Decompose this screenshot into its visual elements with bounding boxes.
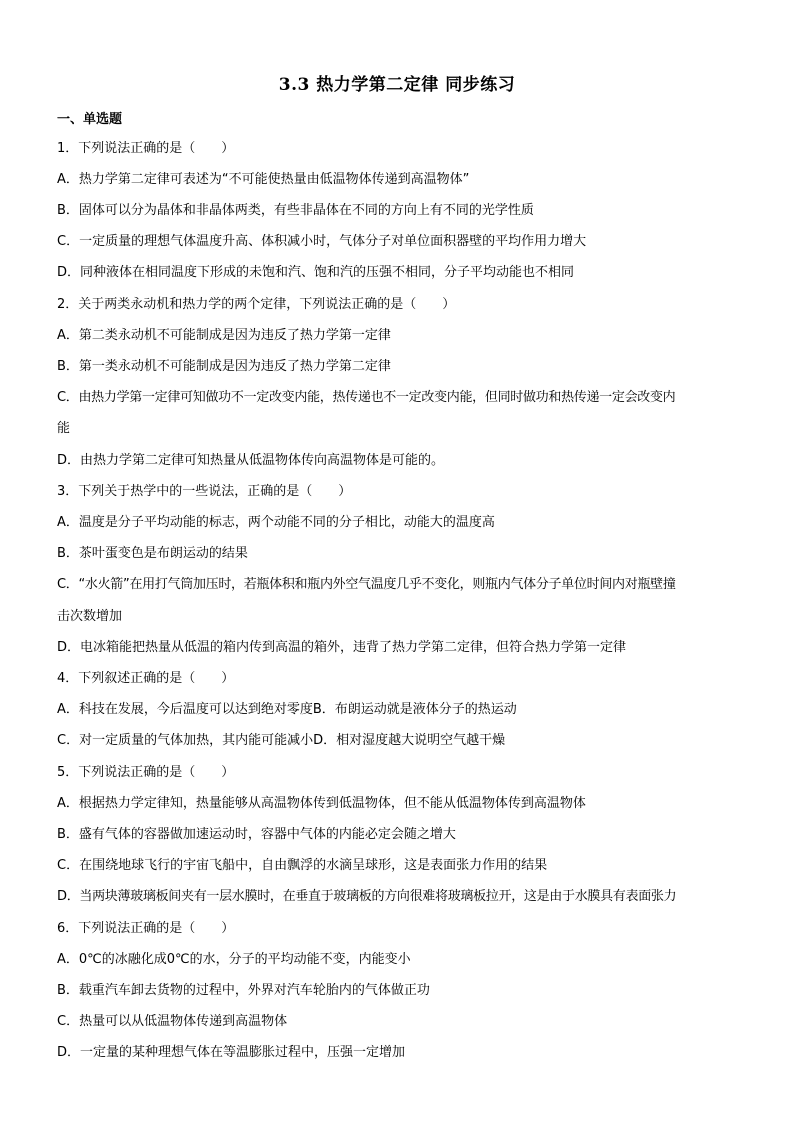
- q6-option-c: C．热量可以从低温物体传递到高温物体: [57, 1014, 288, 1029]
- question-6: 6．下列说法正确的是（ ）: [57, 921, 235, 936]
- q2-option-d: D．由热力学第二定律可知热量从低温物体传向高温物体是可能的。: [57, 453, 445, 468]
- q1-option-c: C．一定质量的理想气体温度升高、体积减小时，气体分子对单位面积器壁的平均作用力增大: [57, 234, 587, 249]
- q5-option-b: B．盛有气体的容器做加速运动时，容器中气体的内能必定会随之增大: [57, 827, 456, 842]
- q6-option-b: B．载重汽车卸去货物的过程中，外界对汽车轮胎内的气体做正功: [57, 983, 430, 998]
- q1-option-d: D．同种液体在相同温度下形成的未饱和汽、饱和汽的压强不相同，分子平均动能也不相同: [57, 265, 575, 280]
- q3-option-c: C．“水火箭”在用打气筒加压时，若瓶体积和瓶内外空气温度几乎不变化，则瓶内气体分子单位时间内对瓶壁撞: [57, 577, 676, 592]
- question-3: 3．下列关于热学中的一些说法，正确的是（ ）: [57, 484, 352, 499]
- q2-option-c-continued: 能: [57, 421, 71, 436]
- question-4: 4．下列叙述正确的是（ ）: [57, 671, 235, 686]
- q5-option-c: C．在围绕地球飞行的宇宙飞船中，自由飘浮的水滴呈球形，这是表面张力作用的结果: [57, 858, 548, 873]
- question-5: 5．下列说法正确的是（ ）: [57, 765, 235, 780]
- question-1: 1．下列说法正确的是（ ）: [57, 141, 235, 156]
- q6-option-a: A．0℃的冰融化成0℃的水，分子的平均动能不变，内能变小: [57, 952, 411, 967]
- q5-option-d: D．当两块薄玻璃板间夹有一层水膜时，在垂直于玻璃板的方向很难将玻璃板拉开，这是由于水膜具有表面张力: [57, 889, 677, 904]
- q3-option-b: B．茶叶蛋变色是布朗运动的结果: [57, 546, 248, 561]
- section-heading: 一、单选题: [57, 112, 123, 127]
- question-2: 2．关于两类永动机和热力学的两个定律，下列说法正确的是（ ）: [57, 297, 456, 312]
- q1-option-a: A．热力学第二定律可表述为“不可能使热量由低温物体传递到高温物体”: [57, 172, 470, 187]
- q2-option-a: A．第二类永动机不可能制成是因为违反了热力学第一定律: [57, 328, 391, 343]
- q3-option-a: A．温度是分子平均动能的标志，两个动能不同的分子相比，动能大的温度高: [57, 515, 495, 530]
- q4-options-cd: C．对一定质量的气体加热，其内能可能减小D．相对湿度越大说明空气越干燥: [57, 733, 506, 748]
- q3-option-d: D．电冰箱能把热量从低温的箱内传到高温的箱外，违背了热力学第二定律，但符合热力学第一定律: [57, 640, 627, 655]
- q5-option-a: A．根据热力学定律知，热量能够从高温物体传到低温物体，但不能从低温物体传到高温物体: [57, 796, 586, 811]
- q6-option-d: D．一定量的某种理想气体在等温膨胀过程中，压强一定增加: [57, 1045, 406, 1060]
- q3-option-c-continued: 击次数增加: [57, 609, 123, 624]
- q4-options-ab: A．科技在发展，今后温度可以达到绝对零度B．布朗运动就是液体分子的热运动: [57, 702, 517, 717]
- page-title: 3.3 热力学第二定律 同步练习: [278, 75, 516, 95]
- q2-option-c: C．由热力学第一定律可知做功不一定改变内能，热传递也不一定改变内能，但同时做功和热传递一定会改变内: [57, 390, 676, 405]
- q1-option-b: B．固体可以分为晶体和非晶体两类，有些非晶体在不同的方向上有不同的光学性质: [57, 203, 534, 218]
- q2-option-b: B．第一类永动机不可能制成是因为违反了热力学第二定律: [57, 359, 391, 374]
